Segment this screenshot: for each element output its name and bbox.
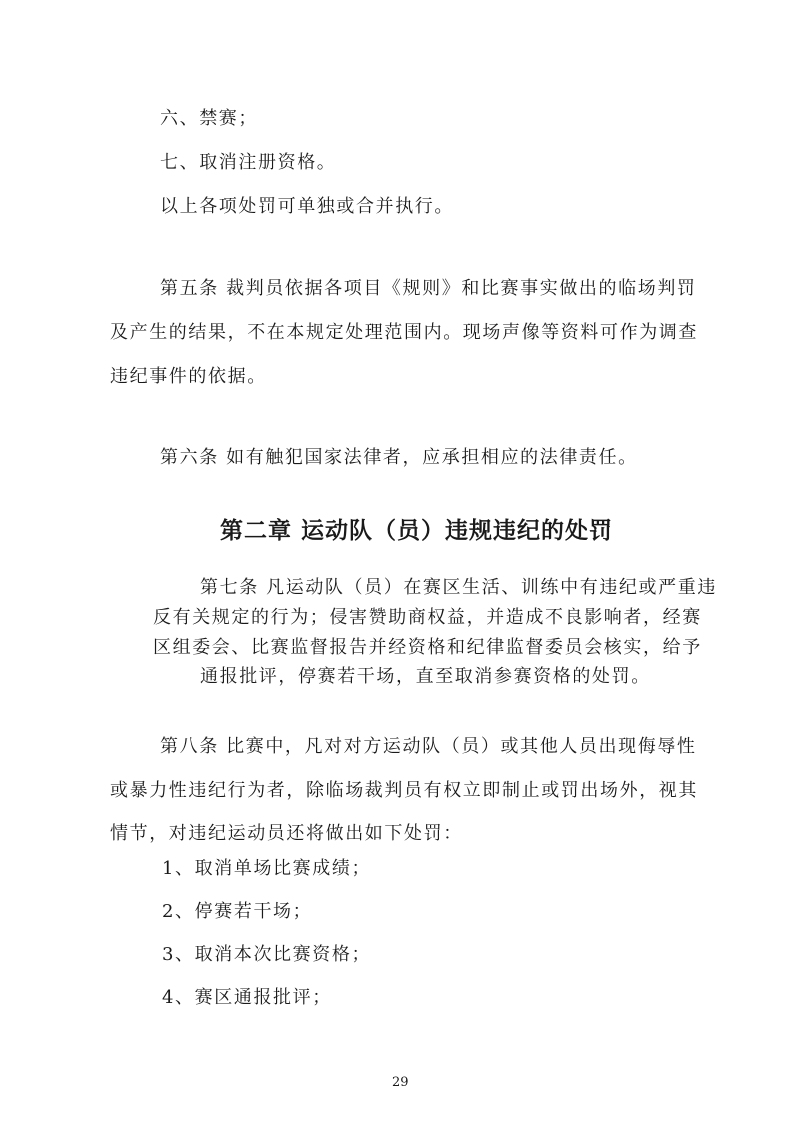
article-8-item-4: 4、赛区通报批评； (162, 987, 332, 1008)
article-6-line-1: 第六条 如有触犯国家法律者，应承担相应的法律责任。 (160, 447, 638, 468)
penalty-item-6: 六、禁赛； (160, 108, 258, 129)
article-7-line-2: 反有关规定的行为；侵害赞助商权益，并造成不良影响者，经赛 (153, 607, 702, 628)
article-7-line-1: 第七条 凡运动队（员）在赛区生活、训练中有违纪或严重违 (200, 577, 717, 598)
article-7-line-3: 区组委会、比赛监督报告并经资格和纪律监督委员会核实，给予 (153, 637, 702, 658)
article-5-line-2: 及产生的结果，不在本规定处理范围内。现场声像等资料可作为调查 (110, 322, 698, 343)
article-8-line-1: 第八条 比赛中，凡对对方运动队（员）或其他人员出现侮辱性 (160, 736, 697, 757)
page-number: 29 (392, 1075, 409, 1090)
chapter-2-title: 第二章 运动队（员）违规违纪的处罚 (220, 518, 614, 544)
article-7-line-4: 通报批评，停赛若干场，直至取消参赛资格的处罚。 (200, 666, 651, 687)
penalty-note: 以上各项处罚可单独或合并执行。 (160, 196, 454, 217)
article-8-item-3: 3、取消本次比赛资格； (162, 944, 372, 965)
article-5-line-3: 违纪事件的依据。 (110, 366, 267, 387)
article-8-item-2: 2、停赛若干场； (162, 901, 313, 922)
article-8-line-2: 或暴力性违纪行为者，除临场裁判员有权立即制止或罚出场外，视其 (110, 780, 698, 801)
article-8-item-1: 1、取消单场比赛成绩； (162, 858, 372, 879)
article-5-line-1: 第五条 裁判员依据各项目《规则》和比赛事实做出的临场判罚 (160, 278, 697, 299)
article-8-line-3: 情节，对违纪运动员还将做出如下处罚： (110, 823, 463, 844)
penalty-item-7: 七、取消注册资格。 (160, 152, 337, 173)
